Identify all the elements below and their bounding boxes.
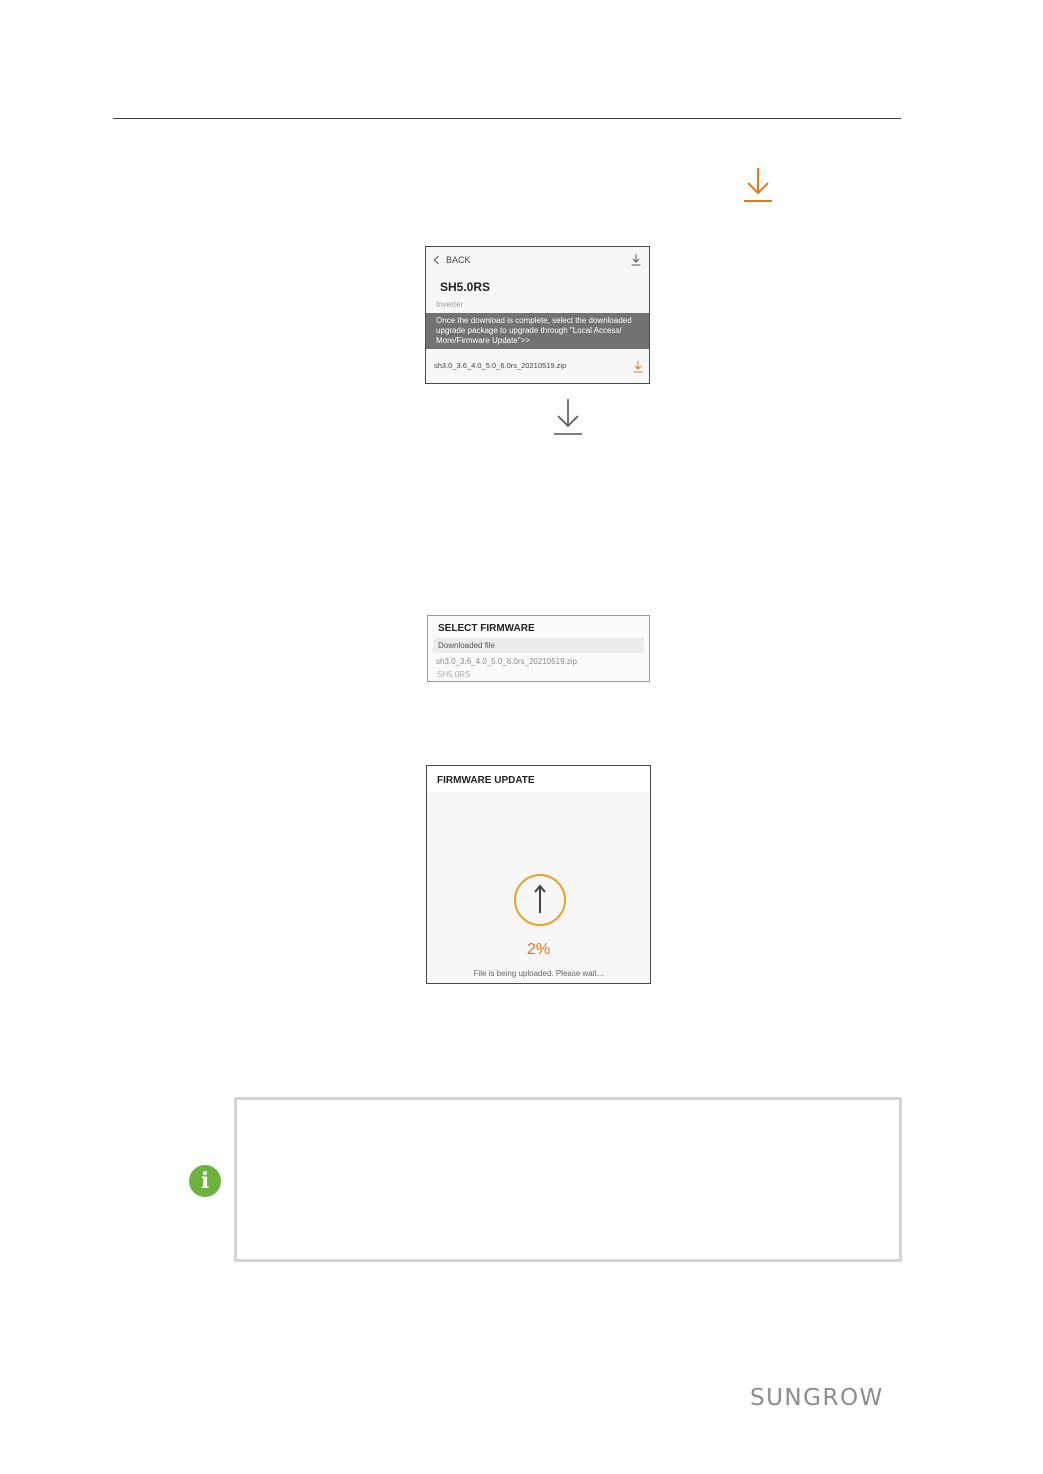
firmware-model: SH5.0RS	[437, 670, 471, 679]
download-icon	[742, 167, 774, 203]
upload-arrow-icon	[513, 873, 567, 932]
header-divider	[113, 118, 901, 119]
download-icon[interactable]	[633, 360, 643, 373]
upload-status-message: File is being uploaded. Please wait...	[473, 969, 604, 978]
section-label: Downloaded file	[438, 641, 495, 650]
screen-title: FIRMWARE UPDATE	[437, 775, 535, 786]
progress-percentage: 2%	[526, 941, 551, 958]
select-firmware-screen	[427, 615, 650, 682]
back-label: BACK	[446, 255, 471, 265]
firmware-file-item[interactable]: sh3.0_3.6_4.0_5.0_6.0rs_20210519.zip	[436, 657, 578, 666]
sungrow-logo: SUNGROW	[750, 1385, 884, 1411]
firmware-update-screen	[426, 765, 651, 984]
firmware-download-screen	[425, 246, 650, 384]
screen-title: SELECT FIRMWARE	[438, 623, 535, 634]
info-icon: i	[189, 1165, 221, 1197]
device-type: Inverter	[436, 300, 464, 309]
device-title: SH5.0RS	[440, 280, 491, 294]
section-header	[433, 638, 644, 653]
chevron-left-icon	[434, 256, 442, 264]
note-box	[234, 1097, 902, 1262]
download-icon[interactable]	[631, 254, 641, 266]
back-button[interactable]	[435, 255, 471, 265]
download-icon	[553, 398, 583, 435]
firmware-file-name: sh3.0_3.6_4.0_5.0_6.0rs_20210519.zip	[434, 361, 567, 370]
download-notice[interactable]: Once the download is complete, select the downloaded upgrade package to upgrade through "Local Access/ More/Firmware Update">>	[426, 313, 649, 349]
